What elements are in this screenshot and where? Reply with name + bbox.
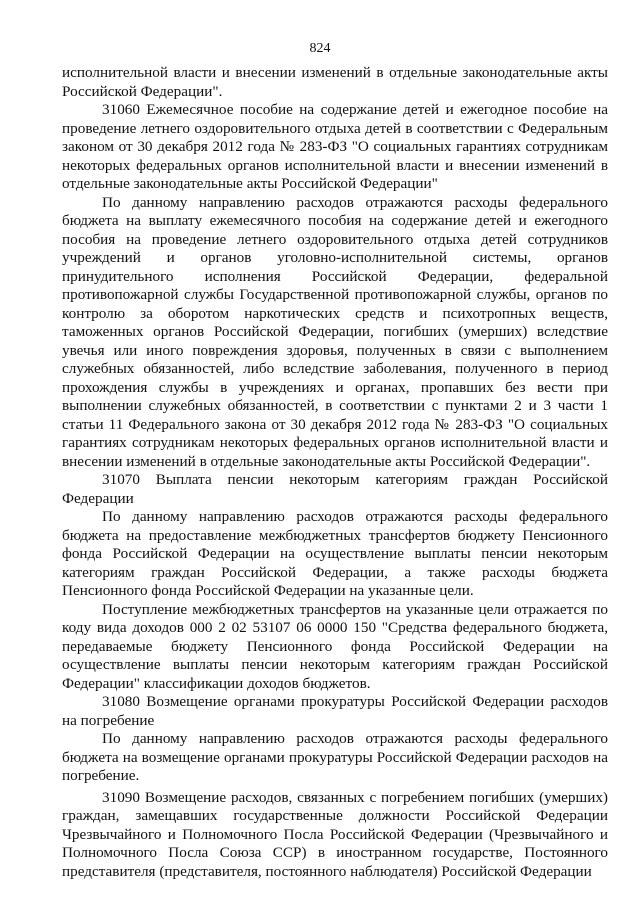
paragraph-1: исполнительной власти и внесении изменений в отдельные законодательные акты Российской Федерации". [62, 64, 608, 100]
paragraph-31070-body: По данному направлению расходов отражаются расходы федерального бюджета на предоставление межбюджетных трансфертов бюджету Пенсионного фонда Российской Федерации на осуществление выплаты пенсии некоторым категориям граждан Российской Федерации, а также расходы бюджета Пенсионного фонда Российской Федерации на указанные цели. [62, 508, 608, 599]
paragraph-31070-heading: 31070 Выплата пенсии некоторым категориям граждан Российской Федерации [62, 471, 608, 507]
page-number: 824 [309, 41, 331, 56]
paragraph-31090-heading: 31090 Возмещение расходов, связанных с погребением погибших (умерших) граждан, замещавших государственные должности Российской Федерации Чрезвычайного и Полномочного Посла Российской Федерации (Чрезвычайного и Полномочного Посла Союза ССР) в иностранном государстве, Постоянного представителя (представителя, постоянного наблюдателя) Российской Федерации [62, 788, 608, 880]
paragraph-31080-body: По данному направлению расходов отражаются расходы федерального бюджета на возмещение органами прокуратуры Российской Федерации расходов на погребение. [62, 730, 608, 784]
paragraph-31060-body: По данному направлению расходов отражаются расходы федерального бюджета на выплату ежемесячного пособия на содержание детей и ежегодного пособия на проведение летнего оздоровительного отдыха детей сотрудников учреждений и органов уголовно-исполнительной системы, органов принудительного исполнения Российской Федерации, федеральной противопожарной службы Государственной противопожарной службы, органов по контролю за оборотом наркотических средств и психотропных веществ, таможенных органов Российской Федерации, погибших (умерших) вследствие увечья или иного повреждения здоровья, полученных в связи с выполнением служебных обязанностей, либо вследствие заболевания, полученного в период прохождения службы в учреждениях и органах, пропавших без вести при выполнении служебных обязанностей, в соответствии с пунктами 2 и 3 части 1 статьи 11 Федерального закона от 30 декабря 2012 года № 283-ФЗ "О социальных гарантиях сотрудникам некоторых федеральных органов исполнительной власти и внесении изменений в отдельные законодательные акты Российской Федерации". [62, 193, 608, 470]
paragraph-31060-heading: 31060 Ежемесячное пособие на содержание детей и ежегодное пособие на проведение летнего оздоровительного отдыха детей в соответствии с Федеральным законом от 30 декабря 2012 года № 283-ФЗ "О социальных гарантиях сотрудникам некоторых федеральных органов исполнительной власти и внесении изменений в отдельные законодательные акты Российской Федерации" [62, 101, 608, 192]
paragraph-31080-heading: 31080 Возмещение органами прокуратуры Российской Федерации расходов на погребение [62, 693, 608, 729]
document-body [62, 64, 608, 881]
paragraph-31070-income-code: Поступление межбюджетных трансфертов на указанные цели отражается по коду вида доходов 000 2 02 53107 06 0000 150 "Средства федерального бюджета, передаваемые бюджету Пенсионного фонда Российской Федерации на осуществление выплаты пенсии некоторым категориям граждан Российской Федерации" классификации доходов бюджетов. [62, 600, 608, 692]
